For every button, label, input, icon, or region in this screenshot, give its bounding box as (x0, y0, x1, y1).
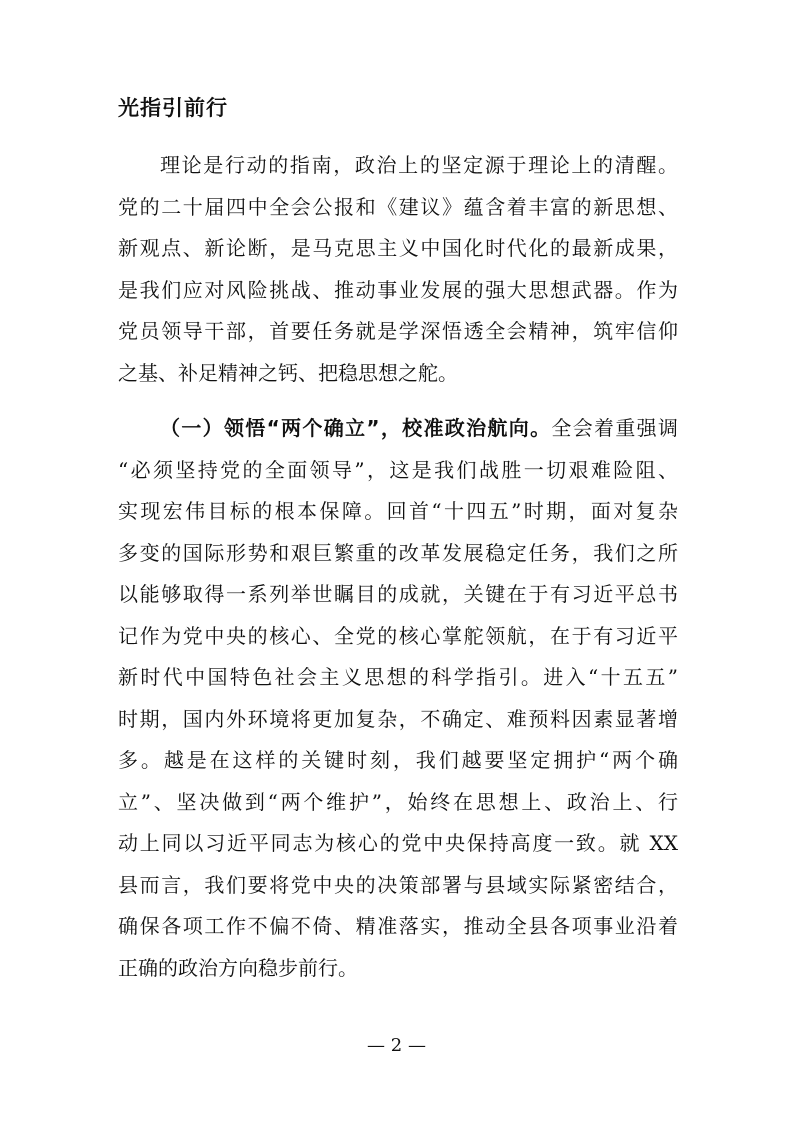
paragraph-line: 多变的国际形势和艰巨繁重的改革发展稳定任务，我们之所 (118, 540, 678, 565)
page-number: — 2 — (367, 1035, 426, 1056)
paragraph-line: 以能够取得一系列举世瞩目的成就，关键在于有习近平总书 (118, 582, 678, 606)
paragraph-line: 立”、坚决做到“两个维护”，始终在思想上、政治上、行 (118, 789, 678, 814)
paragraph-line: 党员领导干部，首要任务就是学深悟透全会精神，筑牢信仰 (118, 319, 678, 343)
paragraph-line: 动上同以习近平同志为核心的党中央保持高度一致。就 XX (118, 831, 678, 855)
paragraph-line: 党的二十届四中全会公报和《建议》蕴含着丰富的新思想、 (118, 194, 678, 219)
paragraph-line: 正确的政治方向稳步前行。 (118, 955, 358, 980)
paragraph-theory (118, 145, 678, 394)
paragraph-line: 时期，国内外环境将更加复杂，不确定、难预料因素显著增 (118, 706, 678, 731)
paragraph-lead-rest: 全会着重强调 (551, 416, 678, 440)
paragraph-line: 之基、补足精神之钙、把稳思想之舵。 (118, 360, 458, 385)
paragraph-line: 记作为党中央的核心、全党的核心掌舵领航，在于有习近平 (118, 623, 678, 648)
paragraph-first-line (118, 408, 678, 450)
paragraph-line: 确保各项工作不偏不倚、精准落实，推动全县各项事业沿着 (118, 914, 678, 938)
paragraph-line: 新时代中国特色社会主义思想的科学指引。进入“十五五” (118, 665, 678, 689)
section-heading: 光指引前行 (118, 96, 228, 120)
paragraph-line: 多。越是在这样的关键时刻，我们越要坚定拥护“两个确 (118, 748, 678, 772)
paragraph-two-establishments (118, 408, 678, 989)
paragraph-line: 新观点、新论断，是马克思主义中国化时代化的最新成果， (118, 236, 678, 260)
paragraph-lead-title: （一）领悟“两个确立”，校准政治航向。 (160, 416, 552, 440)
paragraph-line: 实现宏伟目标的根本保障。回首“十四五”时期，面对复杂 (118, 499, 678, 523)
paragraph-line: “必须坚持党的全面领导”，这是我们战胜一切艰难险阻、 (118, 457, 678, 482)
paragraph-line: 理论是行动的指南，政治上的坚定源于理论上的清醒。 (160, 153, 678, 177)
paragraph-line: 是我们应对风险挑战、推动事业发展的强大思想武器。作为 (118, 277, 678, 302)
paragraph-line: 县而言，我们要将党中央的决策部署与县域实际紧密结合， (118, 872, 678, 897)
